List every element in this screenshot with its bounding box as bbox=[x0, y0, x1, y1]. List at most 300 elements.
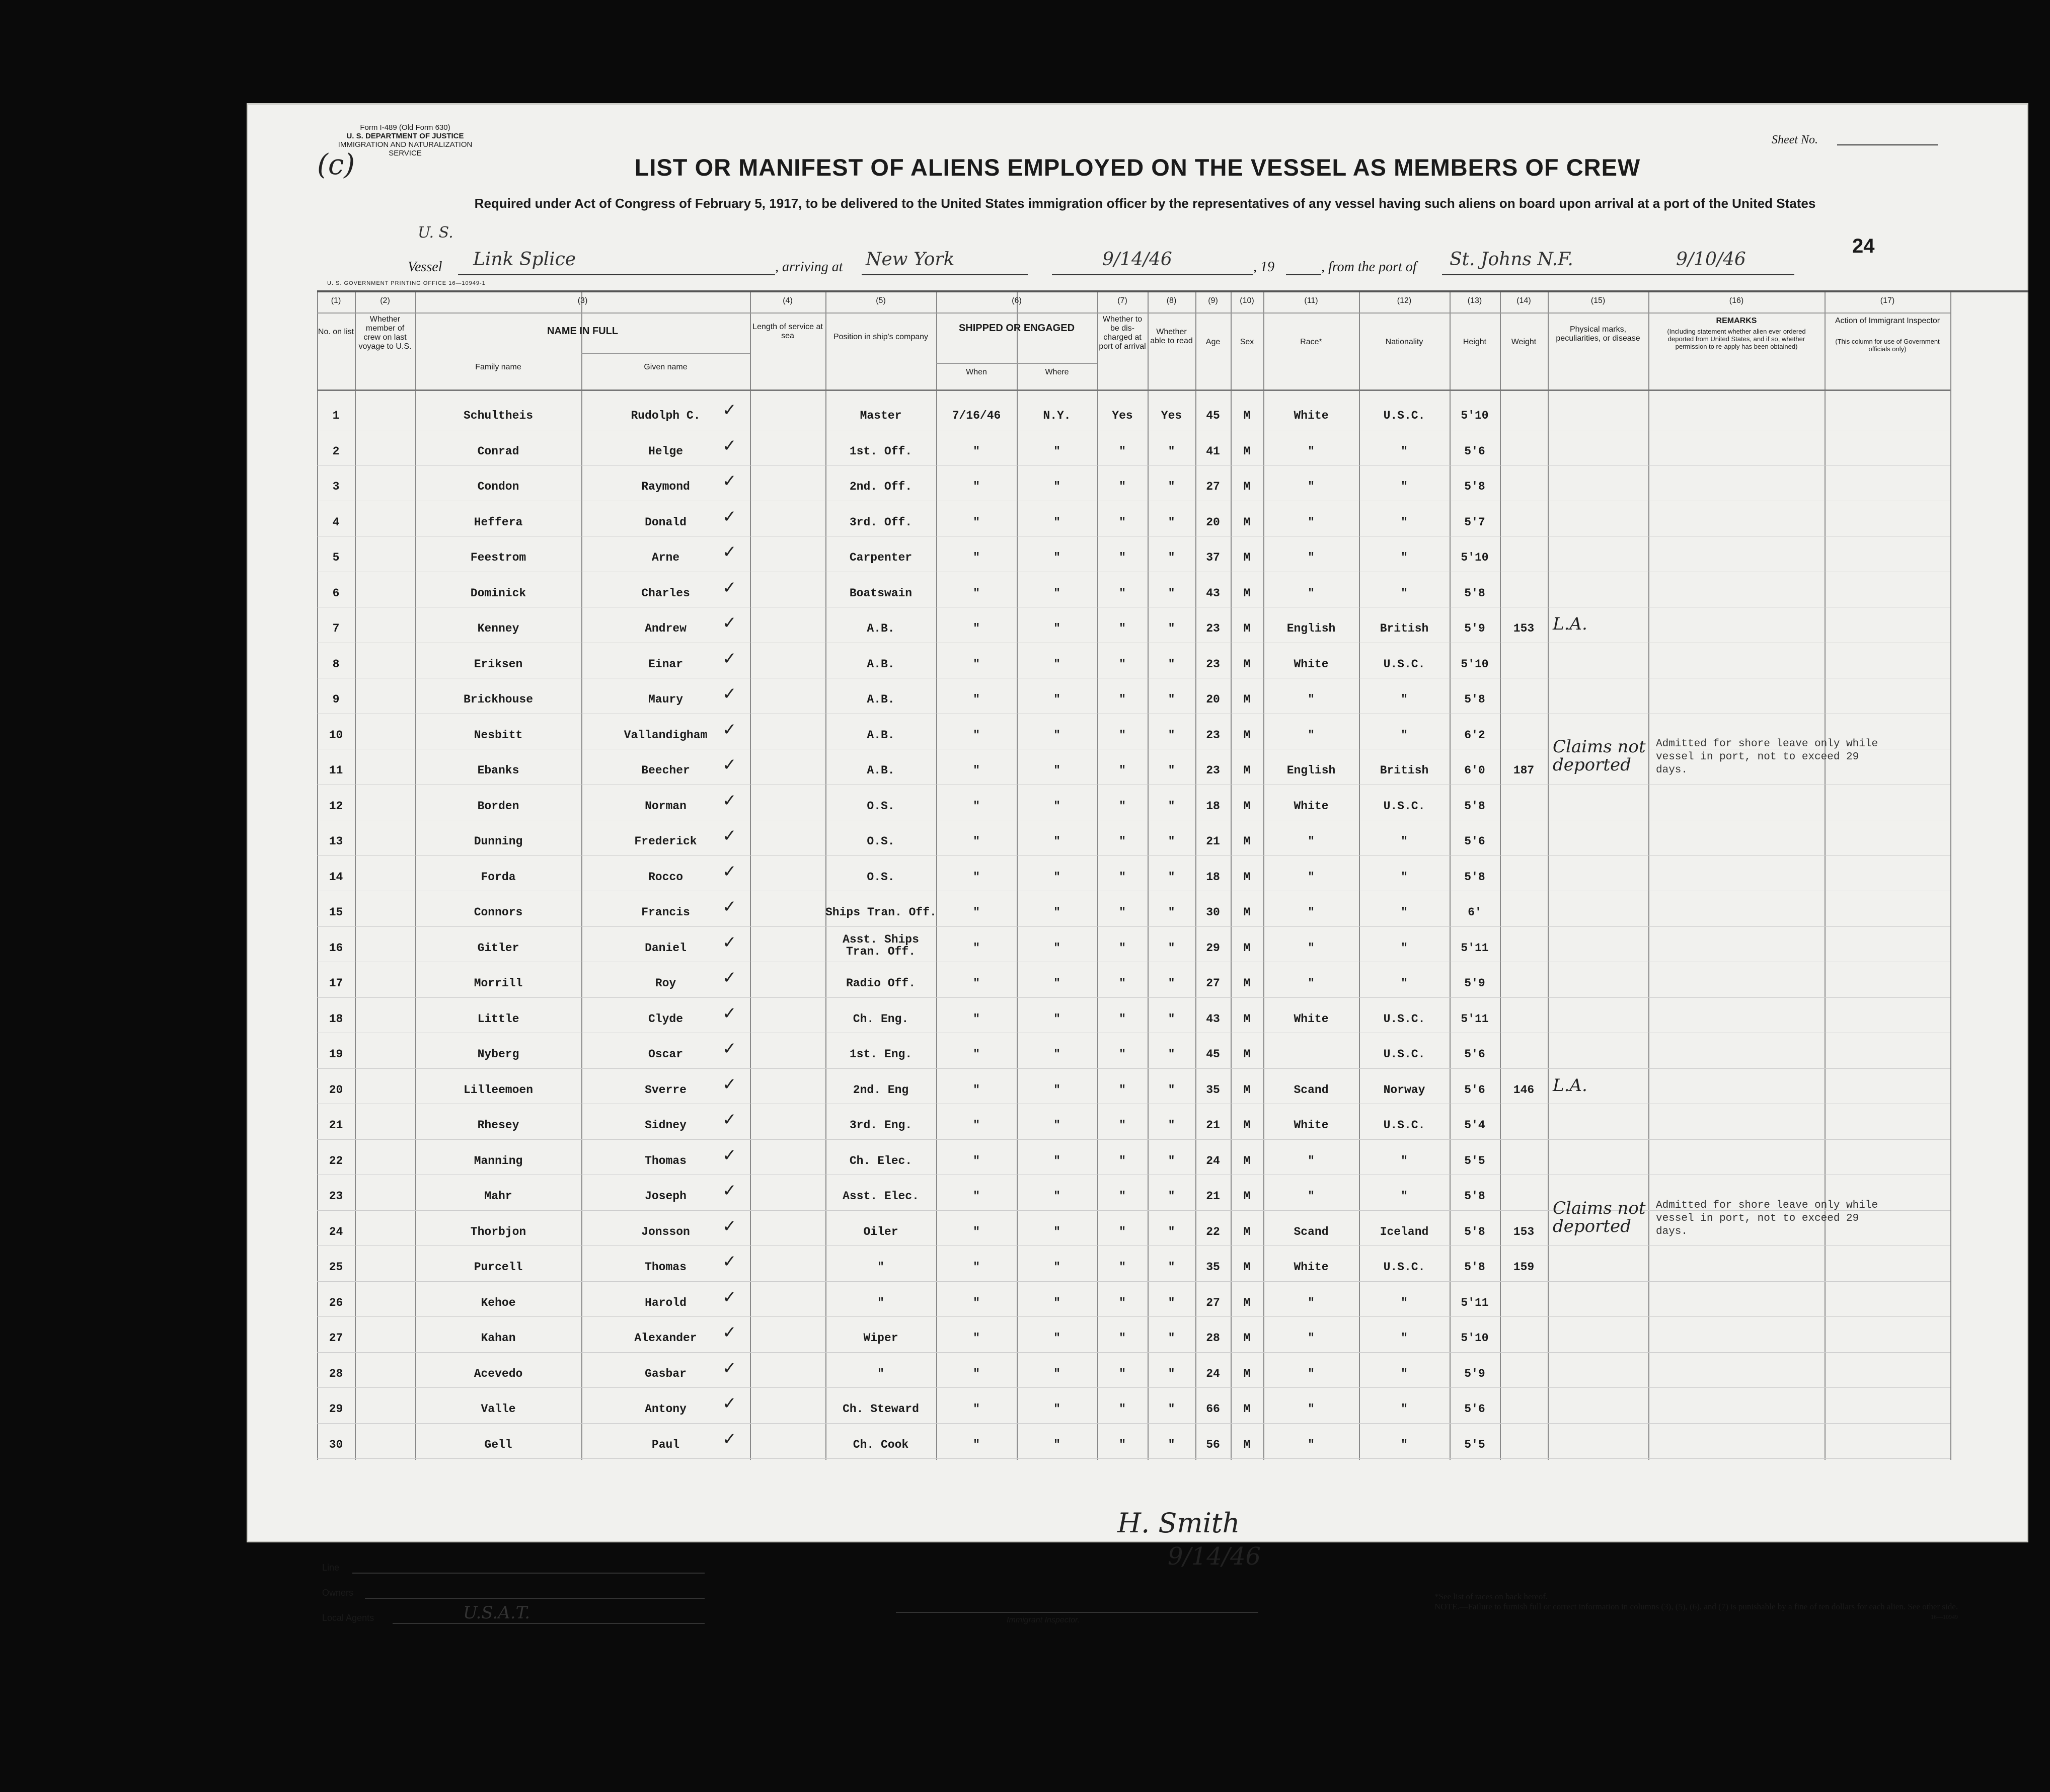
cell-nationality: " bbox=[1401, 941, 1408, 955]
vessel-prefix: U. S. bbox=[418, 224, 453, 242]
cell-discharged: " bbox=[1119, 977, 1126, 990]
cell-nationality: " bbox=[1401, 480, 1408, 493]
cell-where: " bbox=[1053, 870, 1060, 884]
cell-read: " bbox=[1168, 870, 1175, 884]
cell-nationality: British bbox=[1380, 764, 1429, 777]
check-mark: ✓ bbox=[722, 506, 737, 527]
cell-family: Brickhouse bbox=[463, 693, 534, 706]
cell-when: " bbox=[973, 1367, 980, 1380]
cell-family: Purcell bbox=[474, 1261, 523, 1274]
cell-no: 20 bbox=[329, 1083, 343, 1097]
cell-read: " bbox=[1168, 728, 1175, 742]
page-subtitle: Required under Act of Congress of February 5, 1917, to be delivered to the United States immigration officer by the representatives of any vessel having such aliens on board upon arrival at a port of the United States bbox=[474, 196, 1816, 211]
cell-family: Borden bbox=[477, 799, 519, 813]
cell-race: " bbox=[1308, 1438, 1315, 1451]
table-row bbox=[317, 1320, 1950, 1356]
cell-race: " bbox=[1308, 1296, 1315, 1309]
cell-position: Ch. Steward bbox=[843, 1403, 919, 1416]
cell-discharged: " bbox=[1119, 1332, 1126, 1345]
cell-discharged: " bbox=[1119, 657, 1126, 671]
cell-nationality: U.S.C. bbox=[1383, 1119, 1425, 1132]
cell-sex: M bbox=[1243, 657, 1251, 671]
cell-where: " bbox=[1053, 1225, 1060, 1238]
inspector-label: Immigrant Inspector. bbox=[1007, 1616, 1080, 1624]
cell-position: 2nd. Eng bbox=[853, 1083, 909, 1097]
table-row bbox=[317, 1143, 1950, 1179]
cell-age: 56 bbox=[1206, 1438, 1220, 1451]
cell-age: 24 bbox=[1206, 1367, 1220, 1380]
cell-position: Asst. Elec. bbox=[843, 1190, 919, 1203]
cell-age: 27 bbox=[1206, 977, 1220, 990]
cell-age: 20 bbox=[1206, 515, 1220, 529]
cell-age: 23 bbox=[1206, 764, 1220, 777]
cell-race: " bbox=[1308, 906, 1315, 919]
cell-height: 5'11 bbox=[1461, 1296, 1489, 1309]
cell-family: Feestrom bbox=[470, 551, 526, 564]
remark-note: Admitted for shore leave only while vessel in port, not to exceed 29 days. bbox=[1656, 738, 1878, 776]
cell-discharged: " bbox=[1119, 622, 1126, 635]
cell-height: 5'8 bbox=[1464, 586, 1485, 600]
cell-sex: M bbox=[1243, 1119, 1251, 1132]
check-mark: ✓ bbox=[722, 968, 737, 988]
owners-label: Owners bbox=[322, 1588, 354, 1598]
cell-height: 5'5 bbox=[1464, 1154, 1485, 1167]
cell-given: Daniel bbox=[645, 941, 687, 955]
cell-when: " bbox=[973, 1225, 980, 1238]
cell-discharged: " bbox=[1119, 1190, 1126, 1203]
cell-age: 41 bbox=[1206, 444, 1220, 458]
cell-position: Wiper bbox=[863, 1332, 898, 1345]
cell-race: " bbox=[1308, 551, 1315, 564]
cell-sex: M bbox=[1243, 1190, 1251, 1203]
cell-discharged: " bbox=[1119, 444, 1126, 458]
cell-read: " bbox=[1168, 1012, 1175, 1026]
cell-where: " bbox=[1053, 1154, 1060, 1167]
vessel-label: Vessel bbox=[408, 259, 442, 275]
check-mark: ✓ bbox=[722, 684, 737, 704]
cell-age: 18 bbox=[1206, 799, 1220, 813]
cell-sex: M bbox=[1243, 977, 1251, 990]
check-mark: ✓ bbox=[722, 1322, 737, 1343]
cell-nationality: " bbox=[1401, 1190, 1408, 1203]
check-mark: ✓ bbox=[722, 932, 737, 953]
cell-race: " bbox=[1308, 728, 1315, 742]
cell-nationality: " bbox=[1401, 977, 1408, 990]
cell-discharged: " bbox=[1119, 1367, 1126, 1380]
cell-age: 27 bbox=[1206, 480, 1220, 493]
check-mark: ✓ bbox=[722, 719, 737, 740]
table-row bbox=[317, 860, 1950, 895]
cell-position: 3rd. Off. bbox=[849, 515, 913, 529]
cell-race: White bbox=[1294, 1119, 1329, 1132]
cell-given: Roy bbox=[655, 977, 676, 990]
check-mark: ✓ bbox=[722, 1358, 737, 1378]
cell-race: White bbox=[1294, 799, 1329, 813]
cell-no: 11 bbox=[329, 764, 343, 777]
check-mark: ✓ bbox=[722, 1003, 737, 1024]
check-mark: ✓ bbox=[722, 1039, 737, 1059]
cell-read: " bbox=[1168, 1119, 1175, 1132]
cell-nationality: " bbox=[1401, 1367, 1408, 1380]
cell-no: 17 bbox=[329, 977, 343, 990]
cell-given: Rocco bbox=[648, 870, 683, 884]
agents-label: Local Agents bbox=[322, 1613, 374, 1623]
cell-family: Connors bbox=[474, 906, 523, 919]
cell-read: " bbox=[1168, 586, 1175, 600]
cell-sex: M bbox=[1243, 693, 1251, 706]
cell-family: Heffera bbox=[474, 515, 523, 529]
cell-given: Jonsson bbox=[641, 1225, 690, 1238]
physical-note: Claims not deported bbox=[1553, 737, 1646, 775]
cell-no: 25 bbox=[329, 1261, 343, 1274]
check-mark: ✓ bbox=[722, 1074, 737, 1095]
cell-age: 35 bbox=[1206, 1083, 1220, 1097]
cell-no: 9 bbox=[332, 693, 340, 706]
cell-no: 29 bbox=[329, 1403, 343, 1416]
cell-age: 37 bbox=[1206, 551, 1220, 564]
cell-age: 24 bbox=[1206, 1154, 1220, 1167]
cell-age: 43 bbox=[1206, 586, 1220, 600]
cell-when: 7/16/46 bbox=[952, 409, 1001, 422]
cell-family: Lilleemoen bbox=[463, 1083, 534, 1097]
cell-position: Radio Off. bbox=[846, 977, 916, 990]
cell-position: Carpenter bbox=[849, 551, 913, 564]
cell-discharged: " bbox=[1119, 1225, 1126, 1238]
date-underline bbox=[1052, 274, 1253, 275]
inspector-signature: H. Smith bbox=[1117, 1507, 1240, 1539]
cell-sex: M bbox=[1243, 409, 1251, 422]
table-row bbox=[317, 1108, 1950, 1143]
cell-where: " bbox=[1053, 1438, 1060, 1451]
cell-weight: 153 bbox=[1513, 1225, 1535, 1238]
cell-race: Scand bbox=[1294, 1083, 1329, 1097]
cell-race: " bbox=[1308, 1403, 1315, 1416]
check-mark: ✓ bbox=[722, 755, 737, 775]
cell-age: 23 bbox=[1206, 622, 1220, 635]
cell-position: Asst. Ships Tran. Off. bbox=[843, 932, 919, 958]
crew-table: (1) (2) (3) (4) (5) (6) (7) (8) (9) (10) (11) (12) (13) (14) (15) (16) (17) No. on list Whether member of crew on last voyage to U.S. NAME IN FULL Family name Given name Length of service at sea Position in ship's company SHIPPED OR ENGAGED When Where Whether to be dis-charged at port of arrival Whether able to read Age Sex Race* Nationality Height Weight Physical marks, peculiarities, or disease REMARKS (Including statement whether alien ever ordered deported from United States, and if so, whether permission to re-apply has been obtained) Action of Immigrant Inspector (This column for use of Government officials only) 1 Schultheis Rudolph C. Master 7/16/46 N.Y. Yes Yes 45 M White U.S.C. 5'10 ✓ 2 Conrad Helge 1st. Off. " " " " 41 M " " 5'6 ✓ 3 Condon Raymond 2nd. Off. " " " " 27 M " " 5'8 ✓ 4 Heffera Donald 3rd. Off. " " " " 20 M " " 5'7 ✓ 5 Feestrom Arne Carpenter " " " " 37 M " " 5'10 ✓ 6 Dominick Charles Boatswain " " " " 43 M " " 5'8 ✓ 7 Kenney Andrew A.B. " " " " 23 M English British 5'9 153 ✓ 8 Eriksen Einar A.B. " " " " 23 M White U.S.C. 5'10 ✓ 9 Brickhouse Maury A.B. " " " " 20 M " " 5'8 ✓ 10 Nesbitt Vallandigham A.B. " " " " 23 M " " 6'2 ✓ 11 Ebanks Beecher A.B. " " " " 23 M English British 6'0 187 ✓ 12 Borden Norman O.S. " " " " 18 M White U.S.C. 5'8 ✓ 13 Dunning Frederick O.S. " " " " 21 M " " 5'6 ✓ 14 Forda Rocco O.S. " " " " 18 M " " 5'8 ✓ 15 Connors Francis Ships Tran. Off. " " " " 30 M " " 6' ✓ 16 Gitler Daniel Asst. Ships Tran. Off. " " " " 29 M " " 5'11 ✓ 17 Morrill Roy Radio Off. " " " " 27 M " " 5'9 ✓ 18 Little Clyde Ch. Eng. " " " " 43 M White U.S.C. 5'11 ✓ 19 Nyberg Oscar 1st. Eng. " " " " 45 M U.S.C. 5'6 ✓ 20 Lilleemoen Sverre 2nd. Eng " " " " 35 M Scand Norway 5'6 146 ✓ 21 Rhesey Sidney 3rd. Eng. " " " " 21 M White U.S.C. 5'4 ✓ 22 Manning Thomas Ch. Elec. " " " " 24 M " " 5'5 ✓ 23 Mahr Joseph Asst. Elec. " " " " 21 M " " 5'8 ✓ 24 Thorbjon Jonsson Oiler " " " " 22 M Scand Iceland 5'8 153 ✓ 25 Purcell Thomas " " " " " 35 M White U.S.C. 5'8 159 ✓ 26 Kehoe Harold " " " " " 27 M " " 5'11 ✓ 27 Kahan Alexander Wiper " " " " 28 M " " 5'10 ✓ 28 Acevedo Gasbar " " " " " 24 M " " 5'9 ✓ 29 Valle Antony Ch. Steward " " " " 66 M " " 5'6 ✓ 30 Gell Paul Ch. Cook " " " " 56 M " " 5'5 ✓ L.A. Claims not deported L.A. Claims not deported Admitted for shore leave only while vessel in port, not to exceed 29 days. Admitted for shore leave only while vessel in port, not to exceed 29 days. bbox=[317, 290, 2028, 1460]
check-mark: ✓ bbox=[722, 861, 737, 882]
cell-when: " bbox=[973, 1332, 980, 1345]
cell-when: " bbox=[973, 799, 980, 813]
cell-where: " bbox=[1053, 1083, 1060, 1097]
cell-no: 4 bbox=[332, 515, 340, 529]
cell-no: 2 bbox=[332, 444, 340, 458]
cell-where: " bbox=[1053, 1367, 1060, 1380]
cell-race: " bbox=[1308, 444, 1315, 458]
footnote: *See list of races on back hereof. NOTE.—Failure to furnish full or correct information in columns (3), (5), (6), and (7) is punishable by a fine of ten dollars for each alien. See other side. 16—10949 bbox=[1434, 1592, 1958, 1620]
cell-no: 1 bbox=[332, 409, 340, 422]
cell-nationality: U.S.C. bbox=[1383, 1012, 1425, 1026]
cell-position: Ch. Eng. bbox=[853, 1012, 909, 1026]
cell-no: 10 bbox=[329, 728, 343, 742]
remark-note: Admitted for shore leave only while vessel in port, not to exceed 29 days. bbox=[1656, 1199, 1878, 1237]
cell-sex: M bbox=[1243, 515, 1251, 529]
cell-where: " bbox=[1053, 622, 1060, 635]
cell-family: Nyberg bbox=[477, 1048, 519, 1061]
cell-when: " bbox=[973, 906, 980, 919]
cell-where: " bbox=[1053, 906, 1060, 919]
cell-where: " bbox=[1053, 764, 1060, 777]
table-row bbox=[317, 1001, 1950, 1037]
departure-date: 9/10/46 bbox=[1676, 249, 1746, 270]
table-row bbox=[317, 1285, 1950, 1321]
cell-age: 28 bbox=[1206, 1332, 1220, 1345]
cell-when: " bbox=[973, 551, 980, 564]
cell-sex: M bbox=[1243, 870, 1251, 884]
form-identifier: Form I-489 (Old Form 630) U. S. DEPARTMENT OF JUSTICE IMMIGRATION AND NATURALIZATION SERVICE bbox=[338, 123, 473, 158]
cell-position: O.S. bbox=[867, 799, 895, 813]
cell-nationality: " bbox=[1401, 551, 1408, 564]
cell-nationality: " bbox=[1401, 1438, 1408, 1451]
cell-given: Rudolph C. bbox=[631, 409, 701, 422]
cell-family: Conrad bbox=[477, 444, 519, 458]
table-row bbox=[317, 647, 1950, 682]
cell-position: A.B. bbox=[867, 728, 895, 742]
cell-where: " bbox=[1053, 515, 1060, 529]
cell-no: 5 bbox=[332, 551, 340, 564]
cell-given: Helge bbox=[648, 444, 683, 458]
cell-when: " bbox=[973, 1154, 980, 1167]
cell-read: " bbox=[1168, 551, 1175, 564]
cell-given: Sidney bbox=[645, 1119, 687, 1132]
cell-discharged: " bbox=[1119, 870, 1126, 884]
cell-sex: M bbox=[1243, 1261, 1251, 1274]
cell-race: White bbox=[1294, 1261, 1329, 1274]
cell-family: Nesbitt bbox=[474, 728, 523, 742]
from-port-label: , from the port of bbox=[1321, 259, 1417, 275]
cell-no: 16 bbox=[329, 941, 343, 955]
cell-read: " bbox=[1168, 835, 1175, 848]
cell-race: " bbox=[1308, 1190, 1315, 1203]
cell-family: Morrill bbox=[474, 977, 523, 990]
gpo-line: U. S. GOVERNMENT PRINTING OFFICE 16—10949-1 bbox=[327, 280, 486, 286]
owners-underline bbox=[365, 1598, 705, 1599]
cell-position: " bbox=[877, 1296, 884, 1309]
agents-value: U.S.A.T. bbox=[463, 1603, 530, 1623]
cell-given: Francis bbox=[641, 906, 690, 919]
cell-position: Ships Tran. Off. bbox=[825, 906, 937, 919]
cell-discharged: " bbox=[1119, 1261, 1126, 1274]
cell-position: O.S. bbox=[867, 835, 895, 848]
cell-read: Yes bbox=[1161, 409, 1182, 422]
cell-when: " bbox=[973, 1403, 980, 1416]
cell-read: " bbox=[1168, 906, 1175, 919]
cell-given: Maury bbox=[648, 693, 683, 706]
cell-race: " bbox=[1308, 693, 1315, 706]
cell-height: 5'10 bbox=[1461, 409, 1489, 422]
table-row bbox=[317, 540, 1950, 576]
cell-given: Sverre bbox=[645, 1083, 687, 1097]
cell-age: 27 bbox=[1206, 1296, 1220, 1309]
cell-no: 3 bbox=[332, 480, 340, 493]
check-mark: ✓ bbox=[722, 826, 737, 846]
cell-family: Gell bbox=[484, 1438, 512, 1451]
cell-family: Thorbjon bbox=[470, 1225, 526, 1238]
cell-nationality: U.S.C. bbox=[1383, 657, 1425, 671]
cell-discharged: " bbox=[1119, 941, 1126, 955]
cell-height: 5'9 bbox=[1464, 1367, 1485, 1380]
cell-read: " bbox=[1168, 1403, 1175, 1416]
cell-read: " bbox=[1168, 693, 1175, 706]
cell-sex: M bbox=[1243, 586, 1251, 600]
cell-read: " bbox=[1168, 1225, 1175, 1238]
cell-discharged: " bbox=[1119, 764, 1126, 777]
cell-age: 66 bbox=[1206, 1403, 1220, 1416]
cell-race: " bbox=[1308, 835, 1315, 848]
cell-sex: M bbox=[1243, 1083, 1251, 1097]
cell-given: Raymond bbox=[641, 480, 690, 493]
cell-no: 21 bbox=[329, 1119, 343, 1132]
cell-sex: M bbox=[1243, 835, 1251, 848]
cell-given: Gasbar bbox=[645, 1367, 687, 1380]
check-mark: ✓ bbox=[722, 648, 737, 669]
cell-family: Rhesey bbox=[477, 1119, 519, 1132]
cell-nationality: " bbox=[1401, 515, 1408, 529]
cell-when: " bbox=[973, 693, 980, 706]
table-row bbox=[317, 895, 1950, 930]
cell-discharged: " bbox=[1119, 1119, 1126, 1132]
cell-where: " bbox=[1053, 480, 1060, 493]
cell-no: 7 bbox=[332, 622, 340, 635]
cell-no: 19 bbox=[329, 1048, 343, 1061]
cell-sex: M bbox=[1243, 1438, 1251, 1451]
cell-nationality: " bbox=[1401, 835, 1408, 848]
cell-height: 5'6 bbox=[1464, 835, 1485, 848]
cell-read: " bbox=[1168, 941, 1175, 955]
cell-sex: M bbox=[1243, 1367, 1251, 1380]
check-mark: ✓ bbox=[722, 435, 737, 456]
cell-given: Vallandigham bbox=[624, 728, 708, 742]
cell-race: " bbox=[1308, 1367, 1315, 1380]
cell-height: 5'8 bbox=[1464, 870, 1485, 884]
cell-no: 23 bbox=[329, 1190, 343, 1203]
cell-sex: M bbox=[1243, 764, 1251, 777]
cell-where: " bbox=[1053, 1190, 1060, 1203]
cell-when: " bbox=[973, 941, 980, 955]
cell-when: " bbox=[973, 1296, 980, 1309]
cell-weight: 146 bbox=[1513, 1083, 1535, 1097]
cell-race: English bbox=[1286, 764, 1336, 777]
cell-position: A.B. bbox=[867, 657, 895, 671]
cell-race: " bbox=[1308, 1154, 1315, 1167]
cell-height: 5'8 bbox=[1464, 799, 1485, 813]
cell-sex: M bbox=[1243, 941, 1251, 955]
cell-race: " bbox=[1308, 586, 1315, 600]
cell-where: " bbox=[1053, 835, 1060, 848]
check-mark: ✓ bbox=[722, 613, 737, 633]
cell-where: " bbox=[1053, 1012, 1060, 1026]
table-row bbox=[317, 1037, 1950, 1072]
cell-nationality: U.S.C. bbox=[1383, 1261, 1425, 1274]
cell-age: 29 bbox=[1206, 941, 1220, 955]
cell-given: Alexander bbox=[634, 1332, 697, 1345]
cell-height: 5'6 bbox=[1464, 1048, 1485, 1061]
cell-when: " bbox=[973, 444, 980, 458]
cell-when: " bbox=[973, 1261, 980, 1274]
year-underline bbox=[1286, 274, 1321, 275]
cell-where: " bbox=[1053, 799, 1060, 813]
table-row bbox=[317, 469, 1950, 505]
cell-read: " bbox=[1168, 657, 1175, 671]
cell-discharged: " bbox=[1119, 728, 1126, 742]
cell-read: " bbox=[1168, 764, 1175, 777]
arriving-label: , arriving at bbox=[775, 259, 843, 275]
cell-family: Schultheis bbox=[463, 409, 534, 422]
table-row bbox=[317, 434, 1950, 470]
cell-no: 24 bbox=[329, 1225, 343, 1238]
cell-no: 14 bbox=[329, 870, 343, 884]
cell-family: Kehoe bbox=[481, 1296, 516, 1309]
cell-nationality: " bbox=[1401, 1403, 1408, 1416]
cell-height: 5'6 bbox=[1464, 1083, 1485, 1097]
cell-sex: M bbox=[1243, 1012, 1251, 1026]
cell-no: 18 bbox=[329, 1012, 343, 1026]
check-mark: ✓ bbox=[722, 1429, 737, 1449]
cell-sex: M bbox=[1243, 1154, 1251, 1167]
corner-mark: (c) bbox=[317, 148, 355, 181]
from-port: St. Johns N.F. bbox=[1450, 249, 1573, 270]
cell-discharged: " bbox=[1119, 906, 1126, 919]
cell-nationality: " bbox=[1401, 1296, 1408, 1309]
cell-weight: 153 bbox=[1513, 622, 1535, 635]
cell-no: 26 bbox=[329, 1296, 343, 1309]
cell-read: " bbox=[1168, 1438, 1175, 1451]
cell-sex: M bbox=[1243, 622, 1251, 635]
cell-position: O.S. bbox=[867, 870, 895, 884]
cell-given: Donald bbox=[645, 515, 687, 529]
cell-age: 21 bbox=[1206, 835, 1220, 848]
cell-read: " bbox=[1168, 1261, 1175, 1274]
cell-when: " bbox=[973, 835, 980, 848]
year-label: , 19 bbox=[1253, 259, 1274, 275]
cell-height: 5'8 bbox=[1464, 1190, 1485, 1203]
cell-when: " bbox=[973, 977, 980, 990]
cell-family: Little bbox=[477, 1012, 519, 1026]
cell-given: Andrew bbox=[645, 622, 687, 635]
cell-race: " bbox=[1308, 870, 1315, 884]
cell-given: Antony bbox=[645, 1403, 687, 1416]
cell-read: " bbox=[1168, 1367, 1175, 1380]
cell-sex: M bbox=[1243, 728, 1251, 742]
table-row bbox=[317, 1072, 1950, 1108]
cell-family: Gitler bbox=[477, 941, 519, 955]
cell-read: " bbox=[1168, 1332, 1175, 1345]
cell-read: " bbox=[1168, 799, 1175, 813]
cell-discharged: " bbox=[1119, 1154, 1126, 1167]
cell-when: " bbox=[973, 1083, 980, 1097]
cell-position: A.B. bbox=[867, 764, 895, 777]
check-mark: ✓ bbox=[722, 1252, 737, 1272]
cell-given: Beecher bbox=[641, 764, 690, 777]
cell-when: " bbox=[973, 515, 980, 529]
cell-race: " bbox=[1308, 480, 1315, 493]
table-row bbox=[317, 611, 1950, 647]
cell-family: Valle bbox=[481, 1403, 516, 1416]
table-row bbox=[317, 1391, 1950, 1427]
table-row bbox=[317, 824, 1950, 860]
cell-where: " bbox=[1053, 657, 1060, 671]
cell-where: " bbox=[1053, 1332, 1060, 1345]
cell-where: " bbox=[1053, 1296, 1060, 1309]
cell-read: " bbox=[1168, 1154, 1175, 1167]
sheet-number-label: Sheet No. bbox=[1772, 133, 1818, 146]
cell-height: 5'11 bbox=[1461, 1012, 1489, 1026]
cell-discharged: " bbox=[1119, 515, 1126, 529]
cell-sex: M bbox=[1243, 444, 1251, 458]
arriving-port: New York bbox=[866, 249, 955, 270]
cell-read: " bbox=[1168, 1083, 1175, 1097]
